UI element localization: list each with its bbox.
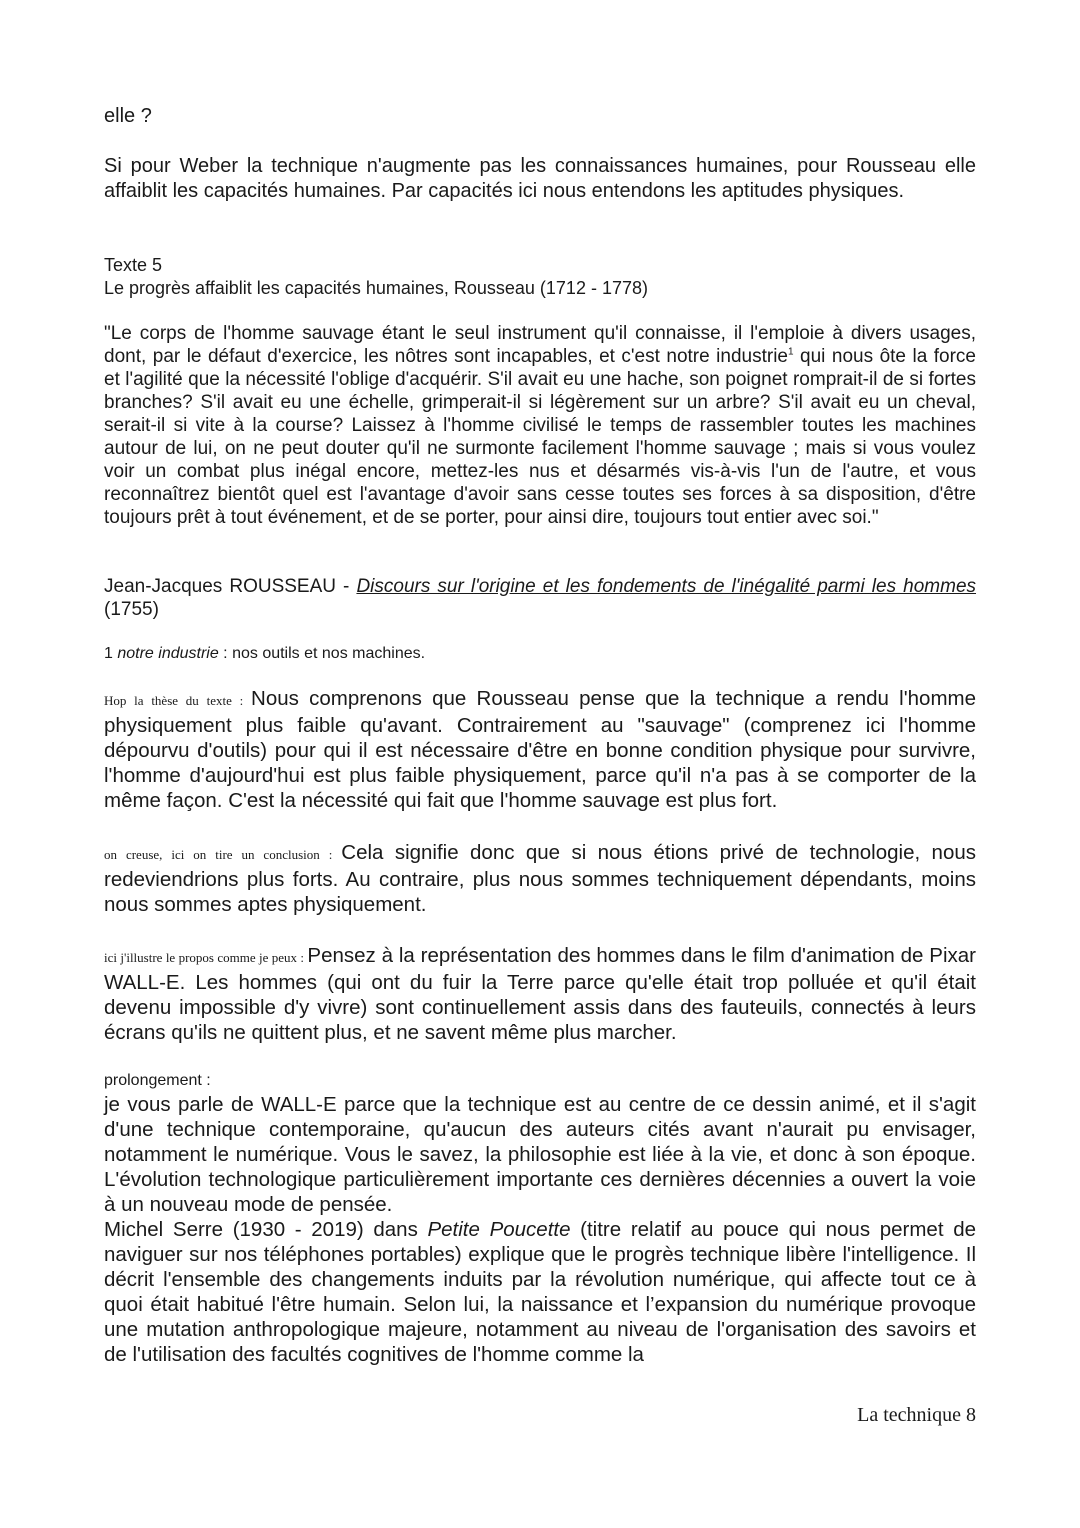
text5-title: Le progrès affaiblit les capacités humaines, Rousseau (1712 - 1778) — [104, 278, 648, 298]
conclusion-paragraph — [104, 840, 976, 917]
illustration-label: ici j'illustre le propos comme je peux : — [104, 950, 308, 965]
illustration-paragraph — [104, 943, 976, 1045]
footnote-number: 1 — [104, 645, 118, 662]
quote-part-1: "Le corps de l'homme sauvage étant le seul instrument qu'il connaisse, il l'emploie à divers usages, dont, par le défaut d'exercice, les nôtres sont incapables, et c'est notre industrie — [104, 323, 976, 367]
intro-top-line: elle ? — [104, 105, 152, 127]
serres-book-title: Petite Poucette — [427, 1218, 571, 1241]
prolongement-paragraph-2 — [104, 1217, 976, 1367]
thesis-paragraph — [104, 686, 976, 813]
page-footer: La technique 8 — [857, 1404, 976, 1426]
citation-author: Jean-Jacques ROUSSEAU - — [104, 576, 357, 597]
citation-work-title: Discours sur l'origine et les fondements de l'inégalité parmi les hommes — [356, 576, 977, 597]
serres-intro: Michel Serre (1930 - 2019) dans — [104, 1218, 428, 1241]
thesis-text: Nous comprenons que Rousseau pense que la technique a rendu l'homme physiquement plus faible qu'avant. Contrairement au "sauvage" (comprenez ici l'homme dépourvu d'outils) pour qui il est nécessaire d'être en bonne condition physique pour survivre, l'homme d'aujourd'hui est plus faible physiquement, parce qu'il n'a pas à se comporter de la même façon. C'est la nécessité qui fait que l'homme sauvage est plus fort. — [104, 687, 976, 812]
illustration-text: Pensez à la représentation des hommes dans le film d'animation de Pixar WALL-E. Les hommes (qui ont du fuir la Terre parce qu'elle était trop polluée et qu'il était devenu impossible d'y vivre) sont continuellement assis dans des fauteuils, connectés à leurs écrans qu'ils ne quittent plus, et ne savent même plus marcher. — [104, 944, 976, 1044]
serres-text: (titre relatif au pouce qui nous permet de naviguer sur nos téléphones portables) explique que le progrès technique libère l'intelligence. Il décrit l'ensemble des changements induits par la révolution numérique, qui affecte tout ce à quoi était habitué l'être humain. Selon lui, la naissance et l’expansion du numérique provoque une mutation anthropologique majeure, notamment au niveau de l'organisation des savoirs et de l'utilisation des facultés cognitives de l'homme comme la — [104, 1218, 976, 1366]
thesis-label: Hop la thèse du texte : — [104, 693, 252, 708]
quote-part-2: qui nous ôte la force et l'agilité que la nécessité l'oblige d'acquérir. S'il avait eu une hache, son poignet romprait-il de si fortes branches? S'il avait eu une échelle, grimperait-il si légèrement sur un arbre? S'il avait eu un cheval, serait-il si vite à la course? Laissez à l'homme civilisé le temps de rassembler toutes les machines autour de lui, on ne peut douter qu'il ne surmonte facilement l'homme sauvage ; mais si vous voulez voir un combat plus inégal encore, mettez-les nus et désarmés vis-à-vis l'un de l'autre, et vous reconnaîtrez bientôt quel est l'avantage d'avoir sans cesse toutes ses forces à sa disposition, d'être toujours prêt à tout événement, et de se porter, pour ainsi dire, toujours tout entier avec soi." — [104, 346, 977, 528]
conclusion-text: Cela signifie donc que si nous étions privé de technologie, nous redeviendrions plus forts. Au contraire, plus nous sommes techniquement dépendants, moins nous sommes aptes physiquement. — [104, 841, 977, 916]
footnote-definition: : nos outils et nos machines. — [218, 645, 426, 662]
conclusion-label: on creuse, ici on tire un conclusion : — [104, 847, 342, 862]
text5-label: Texte 5 — [104, 255, 163, 275]
footnote — [104, 643, 976, 665]
text5-citation — [104, 575, 976, 621]
footnote-marker: 1 — [788, 346, 794, 358]
text5-quote — [104, 322, 976, 529]
intro-paragraph: Si pour Weber la technique n'augmente pas les connaissances humaines, pour Rousseau elle affaiblit les capacités humaines. Par capacités ici nous entendons les aptitudes physiques. — [104, 155, 976, 202]
prolongement-paragraph-1: je vous parle de WALL-E parce que la technique est au centre de ce dessin animé, et il s'agit d'une technique contemporaine, qu'aucun des auteurs cités avant n'aurait pu envisager, notamment le numérique. Vous le savez, la philosophie est liée à la vie, et donc à son époque. L'évolution technologique particulièrement importante ces dernières décennies a ouvert la voie à un nouveau mode de pensée. — [104, 1093, 976, 1216]
footnote-term: notre industrie — [117, 645, 219, 662]
prolongement-label: prolongement : — [104, 1072, 211, 1089]
citation-year: (1755) — [104, 599, 159, 620]
